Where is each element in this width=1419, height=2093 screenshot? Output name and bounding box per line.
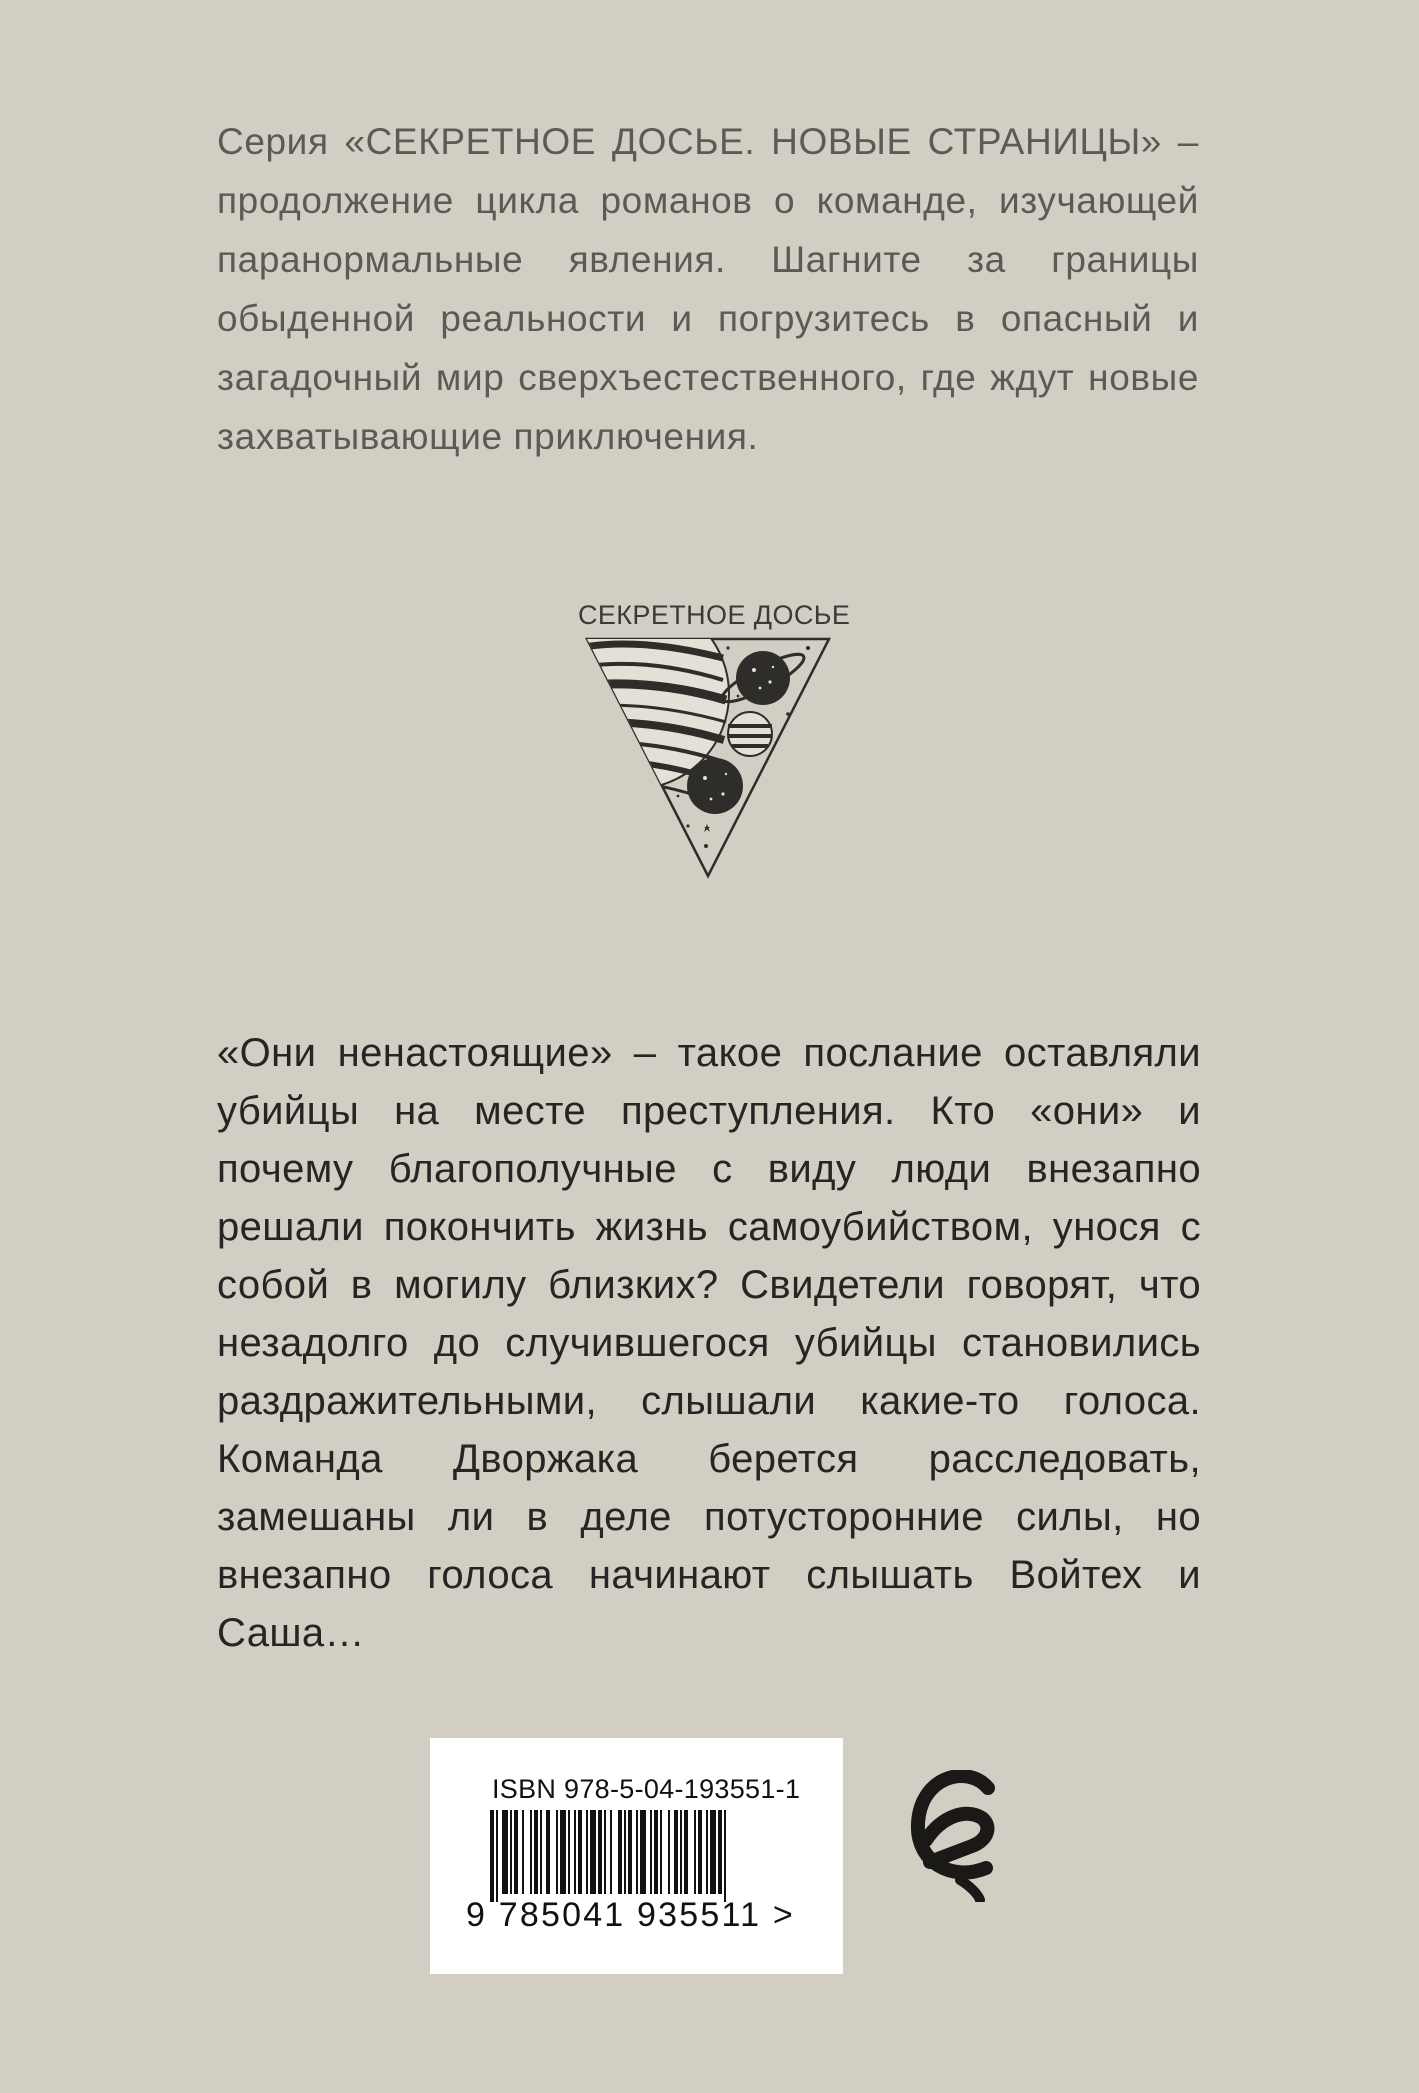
planets-triangle-icon [578,636,838,880]
isbn-number: ISBN 978-5-04-193551-1 [492,1774,801,1804]
series-logo [578,600,851,880]
series-logo-title: СЕКРЕТНОЕ ДОСЬЕ [578,600,851,630]
barcode-bars [490,1810,780,1902]
barcode-digits: 9 785041 935511 > [466,1896,795,1934]
series-description: Серия «СЕКРЕТНОЕ ДОСЬЕ. НОВЫЕ СТРАНИЦЫ» – продолжение цикла романов о команде, изучающей паранормальные явления. Шагните за границы обыденной реальности и погрузитесь в опасный и загадочный мир сверхъестественного, где ждут новые захватывающие приключения. [217,121,1199,457]
eksmo-logo-icon [908,1770,1000,1902]
book-synopsis [217,1024,1201,1662]
barcode-block [430,1738,843,1974]
synopsis-text: «Они ненастоящие» – такое послание оставляли убийцы на месте преступления. Кто «они» и почему благополучные с виду люди внезапно решали покончить жизнь самоубийством, унося с собой в могилу близких? Свидетели говорят, что незадолго до случившегося убийцы становились раздражительными, слышали какие-то голоса. Команда Дворжака берется расследовать, замешаны ли в деле потусторонние силы, но внезапно голоса начинают слышать Войтех и Саша… [217,1031,1201,1655]
